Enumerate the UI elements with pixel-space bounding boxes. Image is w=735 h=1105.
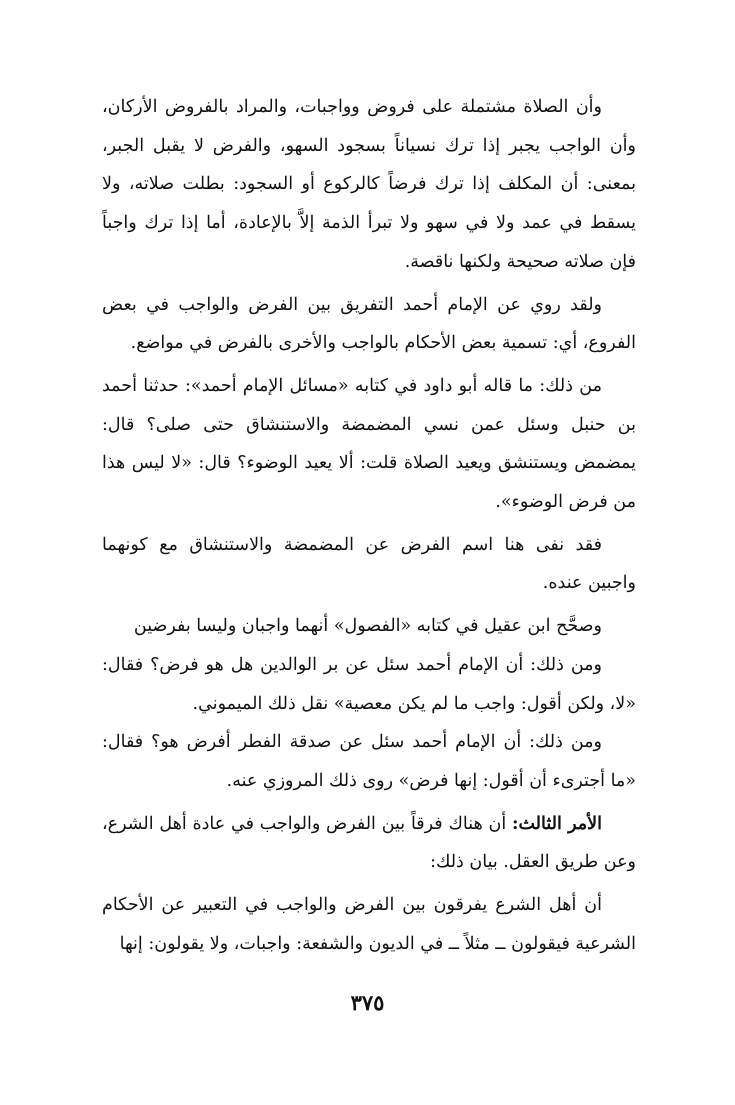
paragraph-abu-dawud-narration: من ذلك: ما قاله أبو داود في كتابه «مسائل الإمام أحمد»: حدثنا أحمد بن حنبل وسئل عمن نسي المضمضة والاستنشاق حتى صلى؟ قال: يمضمض ويستنشق ويعيد الصلاة قلت: ألا يعيد الوضوء؟ قال: «لا ليس هذا من فرض الوضوء». <box>102 375 636 513</box>
third-matter-label: الأمر الثالث: <box>512 813 603 834</box>
paragraph-ibn-aqil: وصحَّح ابن عقيل في كتابه «الفصول» أنهما واجبان وليسا بفرضين <box>133 616 602 637</box>
page-body <box>102 88 636 967</box>
paragraph-third-matter <box>102 805 636 882</box>
page-number: ٣٧٥ <box>350 990 385 1015</box>
paragraph-prayer-obligations: وأن الصلاة مشتملة على فروض وواجبات، والمراد بالفروض الأركان، وأن الواجب يجبر إذا ترك نسياناً بسجود السهو، والفرض لا يقبل الجبر، بمعنى: أن المكلف إذا ترك فرضاً كالركوع أو السجود: بطلت صلاته، ولا يسقط في عمد ولا في سهو ولا تبرأ الذمة إلاَّ بالإعادة، أما إذا ترك واجباً فإن صلاته صحيحة ولكنها ناقصة. <box>102 97 636 272</box>
paragraph-sadaqat-fitr: ومن ذلك: أن الإمام أحمد سئل عن صدقة الفطر أفرض هو؟ فقال: «ما أجترىء أن أقول: إنها فرض» روى ذلك المروزي عنه. <box>102 732 636 791</box>
third-matter-text: أن هناك فرقاً بين الفرض والواجب في عادة أهل الشرع، وعن طريق العقل. بيان ذلك: <box>102 813 636 873</box>
paragraph-people-of-sharia: أن أهل الشرع يفرقون بين الفرض والواجب في التعبير عن الأحكام الشرعية فيقولون ــ مثلاً ــ في الديون والشفعة: واجبات، ولا يقولون: إنها <box>102 895 636 954</box>
paragraph-birr-walidayn: ومن ذلك: أن الإمام أحمد سئل عن بر الوالدين هل هو فرض؟ فقال: «لا، ولكن أقول: واجب ما لم يكن معصية» نقل ذلك الميموني. <box>102 654 636 714</box>
paragraph-imam-ahmad-distinction: ولقد روي عن الإمام أحمد التفريق بين الفرض والواجب في بعض الفروع، أي: تسمية بعض الأحكام بالواجب والأخرى بالفرض في مواضع. <box>102 294 636 354</box>
paragraph-madmada-negation: فقد نفى هنا اسم الفرض عن المضمضة والاستنشاق مع كونهما واجبين عنده. <box>102 534 636 594</box>
